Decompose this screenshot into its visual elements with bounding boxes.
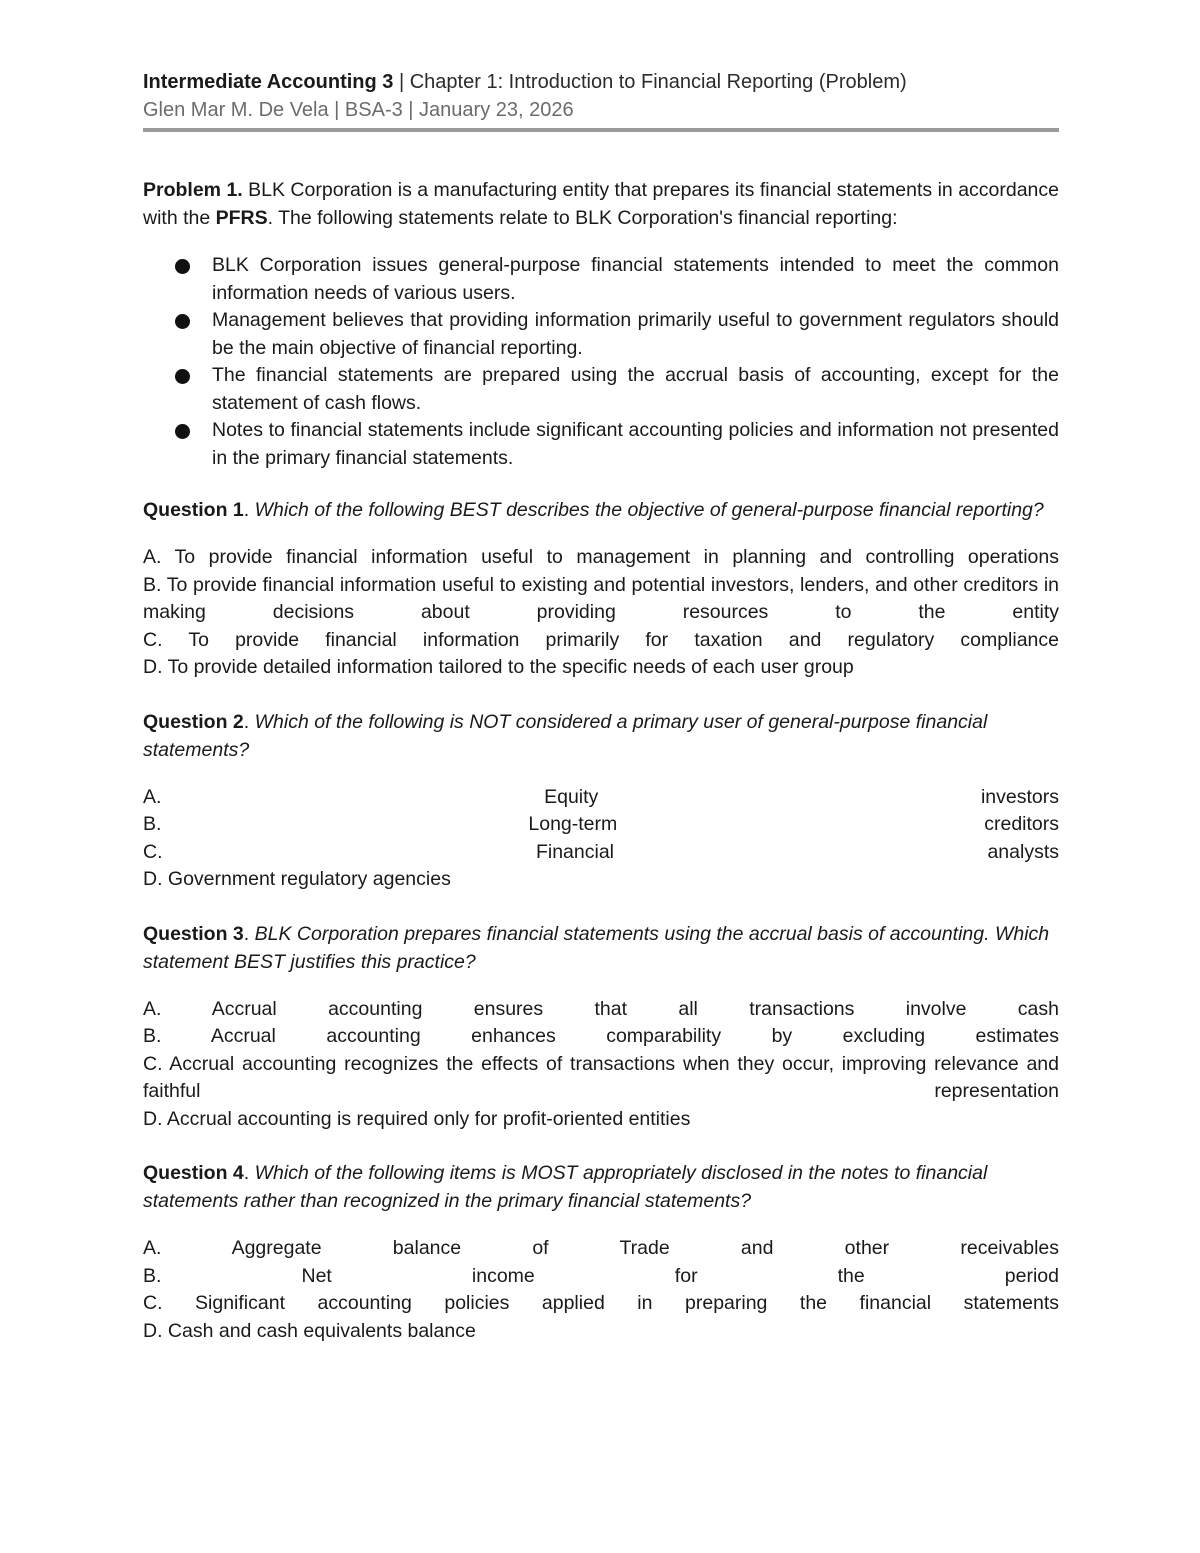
- option-b: B. Net income for the period: [143, 1264, 1059, 1287]
- option-d: D. Cash and cash equivalents balance: [143, 1319, 476, 1342]
- option-d: D. To provide detailed information tailored to the specific needs of each user group: [143, 656, 854, 678]
- option-a: A. Equity investors: [143, 785, 1059, 808]
- option-b: B. To provide financial information useful to existing and potential investors, lenders, and other creditors in making decisions about providing resources to the entity: [143, 573, 1059, 623]
- problem-intro-text-2: . The following statements relate to BLK Corporation's financial reporting:: [267, 206, 898, 229]
- option-a: A. Accrual accounting ensures that all transactions involve cash: [143, 997, 1059, 1020]
- question-prompt: Which of the following is NOT considered a primary user of general-purpose financial statements?: [143, 710, 988, 761]
- question-text: Question 2. Which of the following is NOT considered a primary user of general-purpose financial statements?: [143, 710, 988, 761]
- chapter-title: Chapter 1: Introduction to Financial Reporting (Problem): [409, 71, 907, 93]
- problem-label: Problem 1.: [143, 179, 243, 201]
- question-3: [143, 920, 1059, 1134]
- statement-text: Notes to financial statements include significant accounting policies and information not presented in the primary financial statements.: [212, 419, 1059, 469]
- header-title-line: [143, 68, 1059, 96]
- option-a: A. To provide financial information useful to management in planning and controlling operations: [143, 546, 1059, 568]
- question-1: [143, 496, 1059, 682]
- question-text: Question 4. Which of the following items is MOST appropriately disclosed in the notes to financial statements rather than recognized in the primary financial statements?: [143, 1162, 988, 1212]
- options-list: [143, 784, 1059, 894]
- bullet-icon: [175, 369, 190, 384]
- bullet-icon: [175, 259, 190, 274]
- course-title: Intermediate Accounting 3: [143, 71, 394, 93]
- problem-intro-text-1: BLK Corporation is a manufacturing entity that prepares its financial statements in accordance with the: [143, 179, 1060, 229]
- option-d: D. Accrual accounting is required only for profit-oriented entities: [143, 1107, 691, 1130]
- option-c: C. Accrual accounting recognizes the effects of transactions when they occur, improving relevance and faithful representation: [143, 1052, 1059, 1102]
- options-list: [143, 1235, 1059, 1345]
- question-label: Question 4: [143, 1162, 244, 1184]
- question-text: Question 1. Which of the following BEST describes the objective of general-purpose financial reporting?: [143, 499, 1044, 521]
- document-body: [143, 177, 1059, 1345]
- statement-text: The financial statements are prepared using the accrual basis of accounting, except for the statement of cash flows.: [212, 364, 1059, 414]
- header-divider: [143, 128, 1059, 132]
- student-line: Glen Mar M. De Vela | BSA-3 | January 23, 2026: [143, 99, 574, 121]
- header-separator: |: [393, 71, 410, 93]
- question-4: [143, 1159, 1059, 1345]
- option-c: C. Significant accounting policies applied in preparing the financial statements: [143, 1292, 1059, 1314]
- page-header: [143, 68, 1059, 132]
- bullet-icon: [175, 424, 190, 439]
- question-label: Question 2: [143, 710, 244, 733]
- question-2: [143, 708, 1059, 894]
- list-item: [143, 362, 1059, 417]
- option-b: B. Long-term creditors: [143, 813, 1059, 835]
- question-prompt: Which of the following BEST describes the objective of general-purpose financial reporting?: [254, 499, 1044, 521]
- option-c: C. Financial analysts: [143, 840, 1059, 863]
- statement-text: Management believes that providing information primarily useful to government regulators should be the main objective of financial reporting.: [212, 309, 1059, 359]
- question-text: Question 3. BLK Corporation prepares financial statements using the accrual basis of accounting. Which statement BEST justifies this practice?: [143, 922, 1050, 973]
- options-list: [143, 544, 1059, 682]
- option-b: B. Accrual accounting enhances comparability by excluding estimates: [143, 1025, 1059, 1047]
- options-list: [143, 996, 1059, 1134]
- statement-text: BLK Corporation issues general-purpose financial statements intended to meet the common information needs of various users.: [212, 254, 1059, 304]
- list-item: [143, 252, 1059, 307]
- question-label: Question 3: [143, 922, 244, 945]
- pfrs-term: PFRS: [215, 206, 268, 229]
- option-c: C. To provide financial information primarily for taxation and regulatory compliance: [143, 628, 1059, 651]
- problem-intro: [143, 177, 1059, 232]
- option-a: A. Aggregate balance of Trade and other receivables: [143, 1237, 1059, 1259]
- question-prompt: BLK Corporation prepares financial statements using the accrual basis of accounting. Which statement BEST justifies this practice?: [143, 922, 1050, 973]
- question-label: Question 1: [143, 499, 244, 521]
- option-d: D. Government regulatory agencies: [143, 868, 451, 890]
- list-item: [143, 307, 1059, 362]
- list-item: [143, 417, 1059, 472]
- problem-statements-list: [143, 252, 1059, 472]
- question-prompt: Which of the following items is MOST appropriately disclosed in the notes to financial statements rather than recognized in the primary financial statements?: [143, 1162, 988, 1212]
- bullet-icon: [175, 314, 190, 329]
